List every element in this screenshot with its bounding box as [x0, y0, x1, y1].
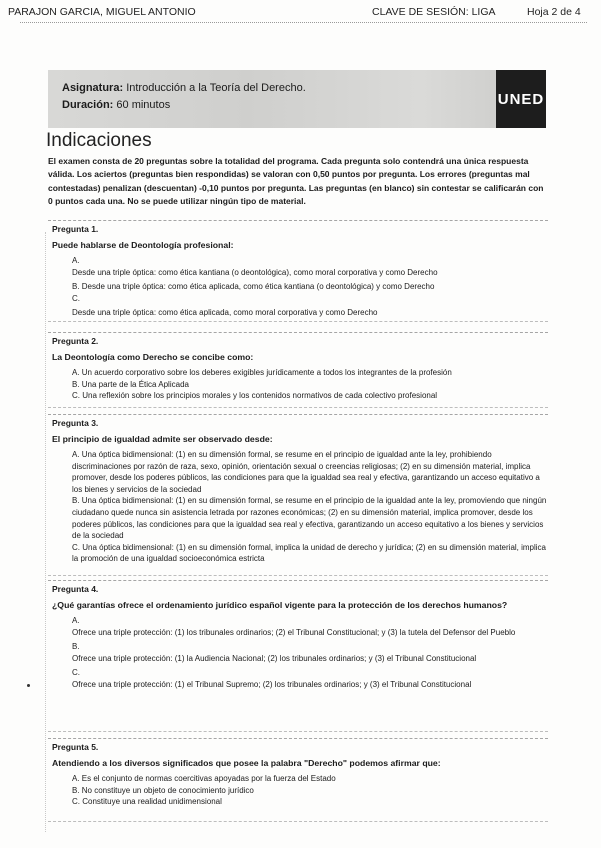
session-key: CLAVE DE SESIÓN: LIGA — [372, 6, 496, 18]
indicaciones-title: Indicaciones — [46, 130, 152, 151]
question-number: Pregunta 5. — [52, 742, 99, 752]
option-b[interactable]: B. Una parte de la Ética Aplicada — [72, 379, 189, 389]
option-a-text[interactable]: Desde una triple óptica: como ética kantiana (o deontológica), como moral corporativa y como Derecho — [72, 267, 438, 277]
subject-label: Asignatura: — [62, 82, 124, 94]
duration-line — [62, 99, 170, 111]
option-b-text[interactable]: Ofrece una triple protección: (1) la Audiencia Nacional; (2) los tribunales ordinarios; y (3) el Tribunal Constitucional — [72, 653, 477, 663]
question-stem: Atendiendo a los diversos significados que posee la palabra "Derecho" podemos afirmar que: — [52, 757, 441, 768]
course-banner — [48, 70, 546, 128]
option-c-text[interactable]: Ofrece una triple protección: (1) el Tribunal Supremo; (2) los tribunales ordinarios; y (3) el Tribunal Constitucional — [72, 680, 472, 690]
option-c-label[interactable]: C. — [72, 293, 80, 303]
option-c[interactable]: C. Constituye una realidad unidimensional — [72, 797, 222, 807]
subject-line — [62, 82, 306, 94]
question-4 — [48, 580, 548, 732]
option-a-text[interactable]: Ofrece una triple protección: (1) los tribunales ordinarios; (2) el Tribunal Constitucional; y (3) la tutela del Defensor del Pueblo — [72, 627, 516, 637]
question-2 — [48, 332, 548, 408]
question-stem: ¿Qué garantías ofrece el ordenamiento jurídico español vigente para la protección de los derechos humanos? — [52, 599, 508, 610]
question-number: Pregunta 4. — [52, 584, 99, 594]
option-b[interactable]: B. No constituye un objeto de conocimiento jurídico — [72, 785, 254, 795]
margin-dot — [27, 684, 30, 687]
question-number: Pregunta 1. — [52, 224, 99, 234]
option-b[interactable]: B. Una óptica bidimensional: (1) en su dimensión formal, se resume en el principio de la igualdad ante la ley, promoviendo que ningún ciudadano quede nunca sin asistencia letrada por razones económicas; (2) en su dimensión material, implica promover, desde los poderes públicos, las condiciones para que la igualdad sea real y efectiva, garantizando un acceso equitativo a los bienes y servicios de la sociedad — [72, 496, 547, 541]
duration-value: 60 minutos — [116, 99, 171, 111]
question-1 — [48, 220, 548, 322]
option-b[interactable]: B. Desde una triple óptica: como ética aplicada, como ética kantiana (o deontológica) y como Derecho — [72, 282, 435, 292]
option-a-label[interactable]: A. — [72, 256, 80, 266]
option-a[interactable]: A. Un acuerdo corporativo sobre los deberes exigibles jurídicamente a todos los integrantes de la profesión — [72, 368, 452, 378]
option-c-label[interactable]: C. — [72, 668, 80, 678]
header-divider — [20, 22, 587, 23]
question-3 — [48, 414, 548, 576]
uned-logo: UNED — [496, 70, 546, 128]
option-a[interactable]: A. Es el conjunto de normas coercitivas apoyadas por la fuerza del Estado — [72, 774, 336, 784]
question-5 — [48, 738, 548, 822]
page-indicator: Hoja 2 de 4 — [527, 6, 581, 18]
option-c[interactable]: C. Una óptica bidimensional: (1) en su dimensión formal, implica la unidad de derecho y jurídica; (2) en su dimensión material, implica la promoción de una igualdad socioeconómica estricta — [72, 542, 547, 564]
option-c[interactable]: C. Una reflexión sobre los principios morales y los contenidos normativos de cada colectivo profesional — [72, 391, 438, 401]
indicaciones-text: El examen consta de 20 preguntas sobre la totalidad del programa. Cada pregunta solo contendrá una única respuesta válida. Los aciertos (preguntas bien respondidas) se valoran con 0,50 puntos por pregunta. Los errores (preguntas mal contestadas) penalizan (descuentan) -0,10 puntos por pregunta. Las preguntas (en blanco) sin contestar se calificarán con 0 puntos cada una. No se puede utilizar ningún tipo de material. — [48, 156, 544, 206]
subject-value: Introducción a la Teoría del Derecho. — [126, 82, 306, 94]
student-name: PARAJON GARCIA, MIGUEL ANTONIO — [8, 6, 196, 18]
option-b-label[interactable]: B. — [72, 642, 80, 652]
question-number: Pregunta 3. — [52, 418, 99, 428]
question-stem: Puede hablarse de Deontología profesional: — [52, 239, 234, 250]
duration-label: Duración: — [62, 99, 114, 111]
option-a[interactable]: A. Una óptica bidimensional: (1) en su dimensión formal, se resume en el principio de igualdad ante la ley, prohibiendo discriminaciones por razón de raza, sexo, opinión, orientación sexual o creencias religiosas; (2) en su dimensión material, implica promover, desde los poderes públicos, las condiciones para que la igualdad sea real y efectiva, garantizando un acceso equitativo a los bienes y servicios de la sociedad — [72, 450, 540, 494]
question-number: Pregunta 2. — [52, 336, 99, 346]
question-stem: La Deontología como Derecho se concibe como: — [52, 351, 254, 362]
question-stem: El principio de igualdad admite ser observado desde: — [52, 433, 273, 444]
option-c-text[interactable]: Desde una triple óptica: como ética aplicada, como moral corporativa y como Derecho — [72, 308, 378, 318]
option-a-label[interactable]: A. — [72, 616, 80, 626]
margin-rule — [45, 232, 46, 832]
